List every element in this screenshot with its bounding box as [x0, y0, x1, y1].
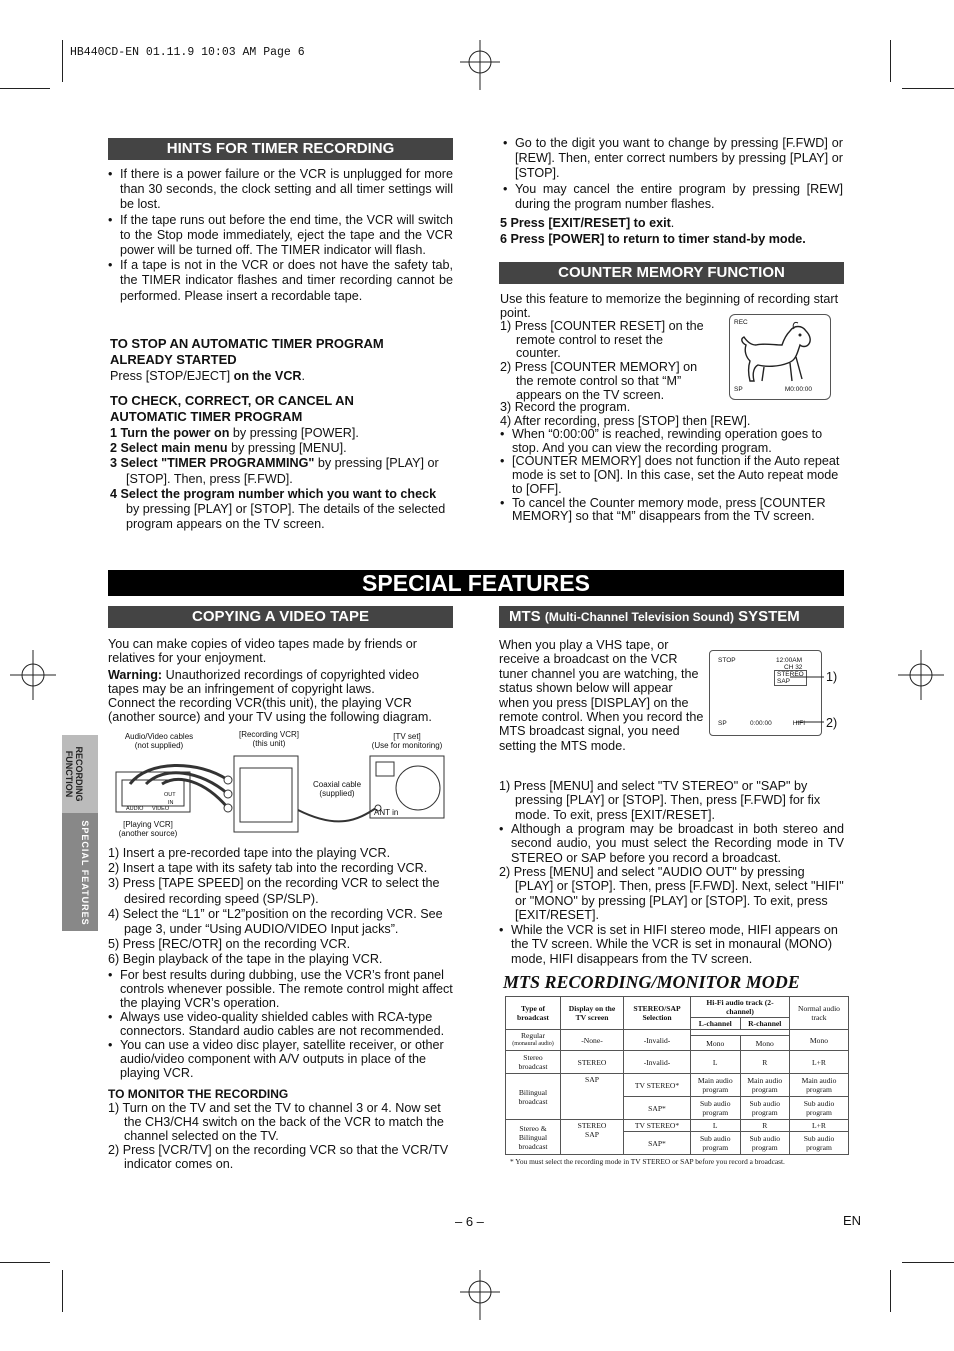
list-item: • When “0:00:00” is reached, rewinding operation goes to stop. And you can view the recording program.	[500, 428, 844, 455]
step-bold: 3 Select "TIMER PROGRAMMING"	[110, 456, 315, 471]
step-5-end: .	[670, 216, 675, 230]
step-text: by pressing [POWER].	[229, 426, 359, 440]
registration-mark	[460, 1270, 500, 1320]
mts-screen-sap: SAP	[777, 678, 791, 685]
table-cell: Stereo broadcast	[506, 1051, 561, 1074]
table-cell: L	[691, 1051, 741, 1074]
language-tag: EN	[843, 1213, 862, 1228]
table-cell: Main audio program	[740, 1074, 790, 1097]
monitor-steps	[108, 1101, 456, 1171]
table-cell: Main audio program	[691, 1074, 741, 1097]
step-item: 5) Press [REC/OTR] on the recording VCR.	[108, 937, 351, 952]
mts-label-1: 1)	[826, 670, 838, 684]
mts-screen-hifi: HIFI	[792, 720, 805, 727]
step-text: by pressing [MENU].	[227, 441, 347, 456]
hints-title: HINTS FOR TIMER RECORDING	[108, 138, 453, 160]
registration-mark	[460, 40, 500, 90]
table-cell: Sub audio program	[740, 1097, 790, 1120]
copying-tips	[108, 968, 456, 1080]
crop-mark	[62, 1270, 63, 1312]
dog-illustration	[738, 321, 818, 387]
crop-mark	[0, 1262, 50, 1263]
list-item: • You can use a video disc player, satellite receiver, or other audio/video component with A/V outputs in place of the playing VCR.	[108, 1038, 456, 1080]
list-item: • Go to the digit you want to change by pressing [F.FWD] or [REW]. Then, enter correct numbers by pressing [PLAY] or [STOP].	[503, 136, 843, 182]
crop-mark	[890, 1270, 891, 1312]
stop-text-plain: Press [STOP/EJECT]	[110, 369, 234, 383]
step-item	[110, 456, 452, 486]
table-cell: L+R	[790, 1051, 849, 1074]
step-item: 3) Press [TAPE SPEED] on the recording VCR to select the desired recording speed (SP/SLP).	[108, 876, 440, 906]
table-header: Normal audio track	[790, 997, 849, 1030]
coaxial-label: Coaxial cable (supplied)	[312, 780, 362, 798]
cables-label: Audio/Video cables (not supplied)	[124, 732, 194, 750]
table-cell: SAP*	[624, 1132, 691, 1155]
monitor-heading: TO MONITOR THE RECORDING	[108, 1087, 289, 1101]
list-item: • If the tape runs out before the end time, the VCR will switch to the Stop mode immediately, eject the tape and the VCR power will be turned off. The TIMER indicator will flash.	[108, 213, 453, 259]
step-item: 3) Record the program.	[500, 400, 631, 414]
step-item: 2) Press [VCR/TV] on the recording VCR so that the VCR/TV indicator comes on.	[108, 1143, 449, 1171]
special-features-title: SPECIAL FEATURES	[108, 570, 844, 596]
crop-mark	[0, 88, 50, 89]
regular-sub: (monaural audio)	[512, 1041, 554, 1047]
crop-mark	[902, 1262, 954, 1263]
table-cell	[506, 1030, 561, 1051]
playing-vcr-label: [Playing VCR] (another source)	[118, 820, 178, 838]
list-item: • If there is a power failure or the VCR is unplugged for more than 30 seconds, the clock setting and all timer settings will be lost.	[108, 167, 453, 213]
counter-steps-a	[500, 320, 710, 402]
table-header: Type of broadcast	[506, 997, 561, 1030]
table-cell: Bilingual broadcast	[506, 1074, 561, 1120]
mts-step-1	[499, 779, 844, 822]
list-item: • You may cancel the entire program by pressing [REW] during the program number flashes.	[503, 182, 843, 212]
connection-diagram	[108, 728, 453, 840]
recording-vcr-label: [Recording VCR] (this unit)	[238, 730, 300, 748]
mts-title-a: MTS	[509, 608, 545, 625]
step-item: 2) Insert a tape with its safety tab into the recording VCR.	[108, 861, 428, 876]
table-cell: SAP	[561, 1074, 624, 1120]
print-header: HB440CD-EN 01.11.9 10:03 AM Page 6	[70, 46, 305, 59]
list-item: • Always use video-quality shielded cables with RCA-type connectors. Standard audio cables are not recommended.	[108, 1010, 456, 1038]
program-edit-list	[503, 136, 843, 212]
list-item: • Although a program may be broadcast in both stereo and second audio, you must select the Recording mode in TV STEREO or SAP before you record a broadcast.	[499, 822, 844, 865]
table-cell: Sub audio program	[740, 1132, 790, 1155]
registration-mark	[10, 650, 56, 700]
step-item	[110, 426, 452, 441]
table-cell: -Invalid-	[624, 1030, 691, 1051]
table-cell: Main audio program	[790, 1074, 849, 1097]
table-cell: TV STEREO*	[624, 1120, 691, 1132]
table-cell: L	[691, 1120, 741, 1132]
side-tab-special-label: SPECIAL FEATURES	[80, 820, 90, 926]
counter-intro: Use this feature to memorize the beginning of recording start point.	[500, 292, 839, 320]
list-item: • For best results during dubbing, use the VCR’s front panel controls whenever possible. The remote control might affect the playing VCR’s operation.	[108, 968, 456, 1010]
step-item: 6) Begin playback of the tape in the playing VCR.	[108, 952, 383, 967]
copying-title: COPYING A VIDEO TAPE	[108, 606, 453, 628]
crop-mark	[902, 88, 954, 89]
step-bold: 2 Select main menu	[110, 441, 228, 456]
mts-screen-counter: 0:00:00	[750, 720, 772, 727]
step-5	[500, 216, 674, 231]
counter-tv-screen	[729, 314, 831, 400]
table-header: R-channel	[740, 1018, 790, 1030]
step-item: 2) Press [COUNTER MEMORY] on the remote control so that “M” appears on the TV screen.	[500, 360, 698, 402]
mts-title	[499, 606, 844, 628]
mts-label-2: 2)	[826, 716, 838, 730]
table-cell: STEREO SAP	[561, 1120, 624, 1155]
table-header: L-channel	[691, 1018, 741, 1030]
mts-screen-stop: STOP	[718, 657, 736, 664]
screen-sp: SP	[734, 386, 743, 393]
mts-screen-leaders	[790, 670, 826, 730]
list-item: • [COUNTER MEMORY] does not function if the Auto repeat mode is set to [ON]. In this case, set the Auto repeat mode to [OFF].	[500, 455, 844, 496]
table-cell: SAP*	[624, 1097, 691, 1120]
table-cell: L+R	[790, 1120, 849, 1132]
table-footnote: * You must select the recording mode in TV STEREO or SAP before you record a broadcast.	[510, 1157, 785, 1166]
counter-notes	[500, 428, 844, 524]
step-item	[110, 441, 452, 456]
table-cell: R	[740, 1051, 790, 1074]
registration-mark	[898, 650, 944, 700]
copying-intro: You can make copies of video tapes made by friends or relatives for your enjoyment.	[108, 637, 417, 665]
in-label: IN	[168, 800, 174, 806]
table-cell: -Invalid-	[624, 1051, 691, 1074]
mts-bullet-2	[499, 923, 844, 966]
tv-set-label: [TV set] (Use for monitoring)	[371, 732, 443, 750]
step-item: 1) Insert a pre-recorded tape into the playing VCR.	[108, 846, 391, 860]
table-cell: Stereo & Bilingual broadcast	[506, 1120, 561, 1155]
mts-screen-sp: SP	[718, 720, 727, 727]
step-item: 4) Select the “L1” or “L2”position on the recording VCR. See page 3, under “Using AUDIO/VIDEO Input jacks”.	[108, 906, 443, 937]
mts-screen-stereo: STEREO	[777, 671, 804, 678]
stop-text-end: .	[301, 369, 306, 383]
table-cell: Sub audio program	[790, 1132, 849, 1155]
counter-title: COUNTER MEMORY FUNCTION	[499, 262, 844, 284]
warning-label: Warning:	[108, 668, 163, 682]
mts-step-2	[499, 865, 844, 923]
table-row	[506, 1030, 849, 1036]
table-row	[506, 1120, 849, 1132]
stop-heading: TO STOP AN AUTOMATIC TIMER PROGRAM ALREADY STARTED	[110, 336, 384, 367]
step-item	[110, 487, 452, 533]
crop-mark	[890, 40, 891, 82]
screen-counter: M0:00:00	[784, 386, 812, 393]
step-bold: 4 Select the program number which you want to check	[110, 486, 437, 501]
mts-mode-table	[505, 996, 849, 1155]
step-text: by pressing [PLAY] or [STOP]. Then, press [F.FWD].	[126, 456, 439, 486]
crop-mark	[62, 40, 63, 82]
mts-screen-ch: CH 32	[784, 664, 803, 671]
copying-steps	[108, 846, 456, 968]
video-label: VIDEO	[152, 806, 170, 812]
counter-steps-b	[500, 401, 844, 428]
table-row	[506, 997, 849, 1018]
table-cell: -None-	[561, 1030, 624, 1051]
audio-label: AUDIO	[126, 806, 144, 812]
list-item: • While the VCR is set in HIFI stereo mode, HIFI appears on the TV screen. While the VCR is set in monaural (MONO) mode, HIFI disappears from the TV screen.	[499, 923, 844, 966]
hints-list	[108, 167, 453, 304]
step-bold: 1 Turn the power on	[110, 426, 230, 440]
check-heading: TO CHECK, CORRECT, OR CANCEL AN AUTOMATIC TIMER PROGRAM	[110, 393, 354, 424]
step-item: 4) After recording, press [STOP] then [REW].	[500, 413, 751, 428]
mts-title-c: SYSTEM	[733, 608, 800, 625]
mts-screen-time: 12:00AM	[776, 657, 803, 664]
check-steps	[110, 426, 452, 532]
stop-text	[110, 369, 450, 384]
step-item: 2) Press [MENU] and select "AUDIO OUT" by pressing [PLAY] or [STOP]. Then, press [F.FWD]. Next, select "HIFI" or "MONO" by pressing [PLAY] or [STOP]. To exit, press [EXIT/RESET].	[499, 865, 844, 923]
ant-in-label: ANT in	[374, 808, 399, 817]
step-item: 1) Press [COUNTER RESET] on the remote control to reset the counter.	[500, 319, 704, 361]
table-cell: Sub audio program	[790, 1097, 849, 1120]
step-6: 6 Press [POWER] to return to timer stand-by mode.	[500, 232, 806, 246]
page-number: – 6 –	[455, 1214, 484, 1229]
table-cell: R	[740, 1120, 790, 1132]
warning-text: Unauthorized recordings of copyrighted video tapes may be an infringement of copyright laws.	[108, 668, 420, 696]
mts-title-b: (Multi-Channel Television Sound)	[544, 610, 734, 624]
list-item: • If a tape is not in the VCR or does not have the safety tab, the TIMER indicator flashes and timer recording cannot be performed. Please insert a recordable tape.	[108, 258, 453, 304]
table-cell: Mono	[790, 1030, 849, 1051]
stop-text-bold: on the VCR	[233, 369, 302, 383]
table-cell: Mono	[691, 1036, 741, 1051]
step-item: 1) Press [MENU] and select "TV STEREO" or "SAP" by pressing [PLAY] or [STOP]. Then, press [F.FWD] for fix mode. To exit, press [EXIT/RESET].	[499, 779, 821, 822]
table-row	[506, 1074, 849, 1097]
side-tab-recording-label: RECORDING FUNCTION	[64, 746, 84, 802]
out-label: OUT	[164, 792, 176, 798]
copying-warning	[108, 668, 453, 696]
step-text: by pressing [PLAY] or [STOP]. The details of the selected program appears on the TV screen.	[126, 502, 446, 532]
regular-label: Regular	[520, 1031, 546, 1040]
mts-bullet-1	[499, 822, 844, 865]
copying-connect: Connect the recording VCR(this unit), the playing VCR (another source) and your TV using the following diagram.	[108, 696, 432, 724]
table-row	[506, 1051, 849, 1074]
table-header: Display on the TV screen	[561, 997, 624, 1030]
table-header: STEREO/SAP Selection	[624, 997, 691, 1030]
list-item: • To cancel the Counter memory mode, press [COUNTER MEMORY] so that “M” disappears from the TV screen.	[500, 497, 844, 524]
screen-rec: REC	[734, 319, 748, 326]
step-item: 1) Turn on the TV and set the TV to channel 3 or 4. Now set the CH3/CH4 switch on the back of the VCR to match the channel selected on the TV.	[108, 1101, 444, 1143]
table-cell: Mono	[740, 1036, 790, 1051]
table-cell: STEREO	[561, 1051, 624, 1074]
step-5-bold: 5 Press [EXIT/RESET] to exit	[500, 216, 671, 230]
mts-mode-title: MTS RECORDING/MONITOR MODE	[503, 972, 800, 992]
side-tab	[62, 735, 98, 931]
table-cell: Sub audio program	[691, 1132, 741, 1155]
table-header: Hi-Fi audio track (2-channel)	[691, 997, 790, 1018]
table-cell: TV STEREO*	[624, 1074, 691, 1097]
mts-intro: When you play a VHS tape, or receive a broadcast on the VCR tuner channel you are watching, the status shown below will appear when you press [DISPLAY] on the remote control. When you record the MTS broadcast signal, you need setting the MTS mode.	[499, 638, 704, 753]
table-cell: Sub audio program	[691, 1097, 741, 1120]
